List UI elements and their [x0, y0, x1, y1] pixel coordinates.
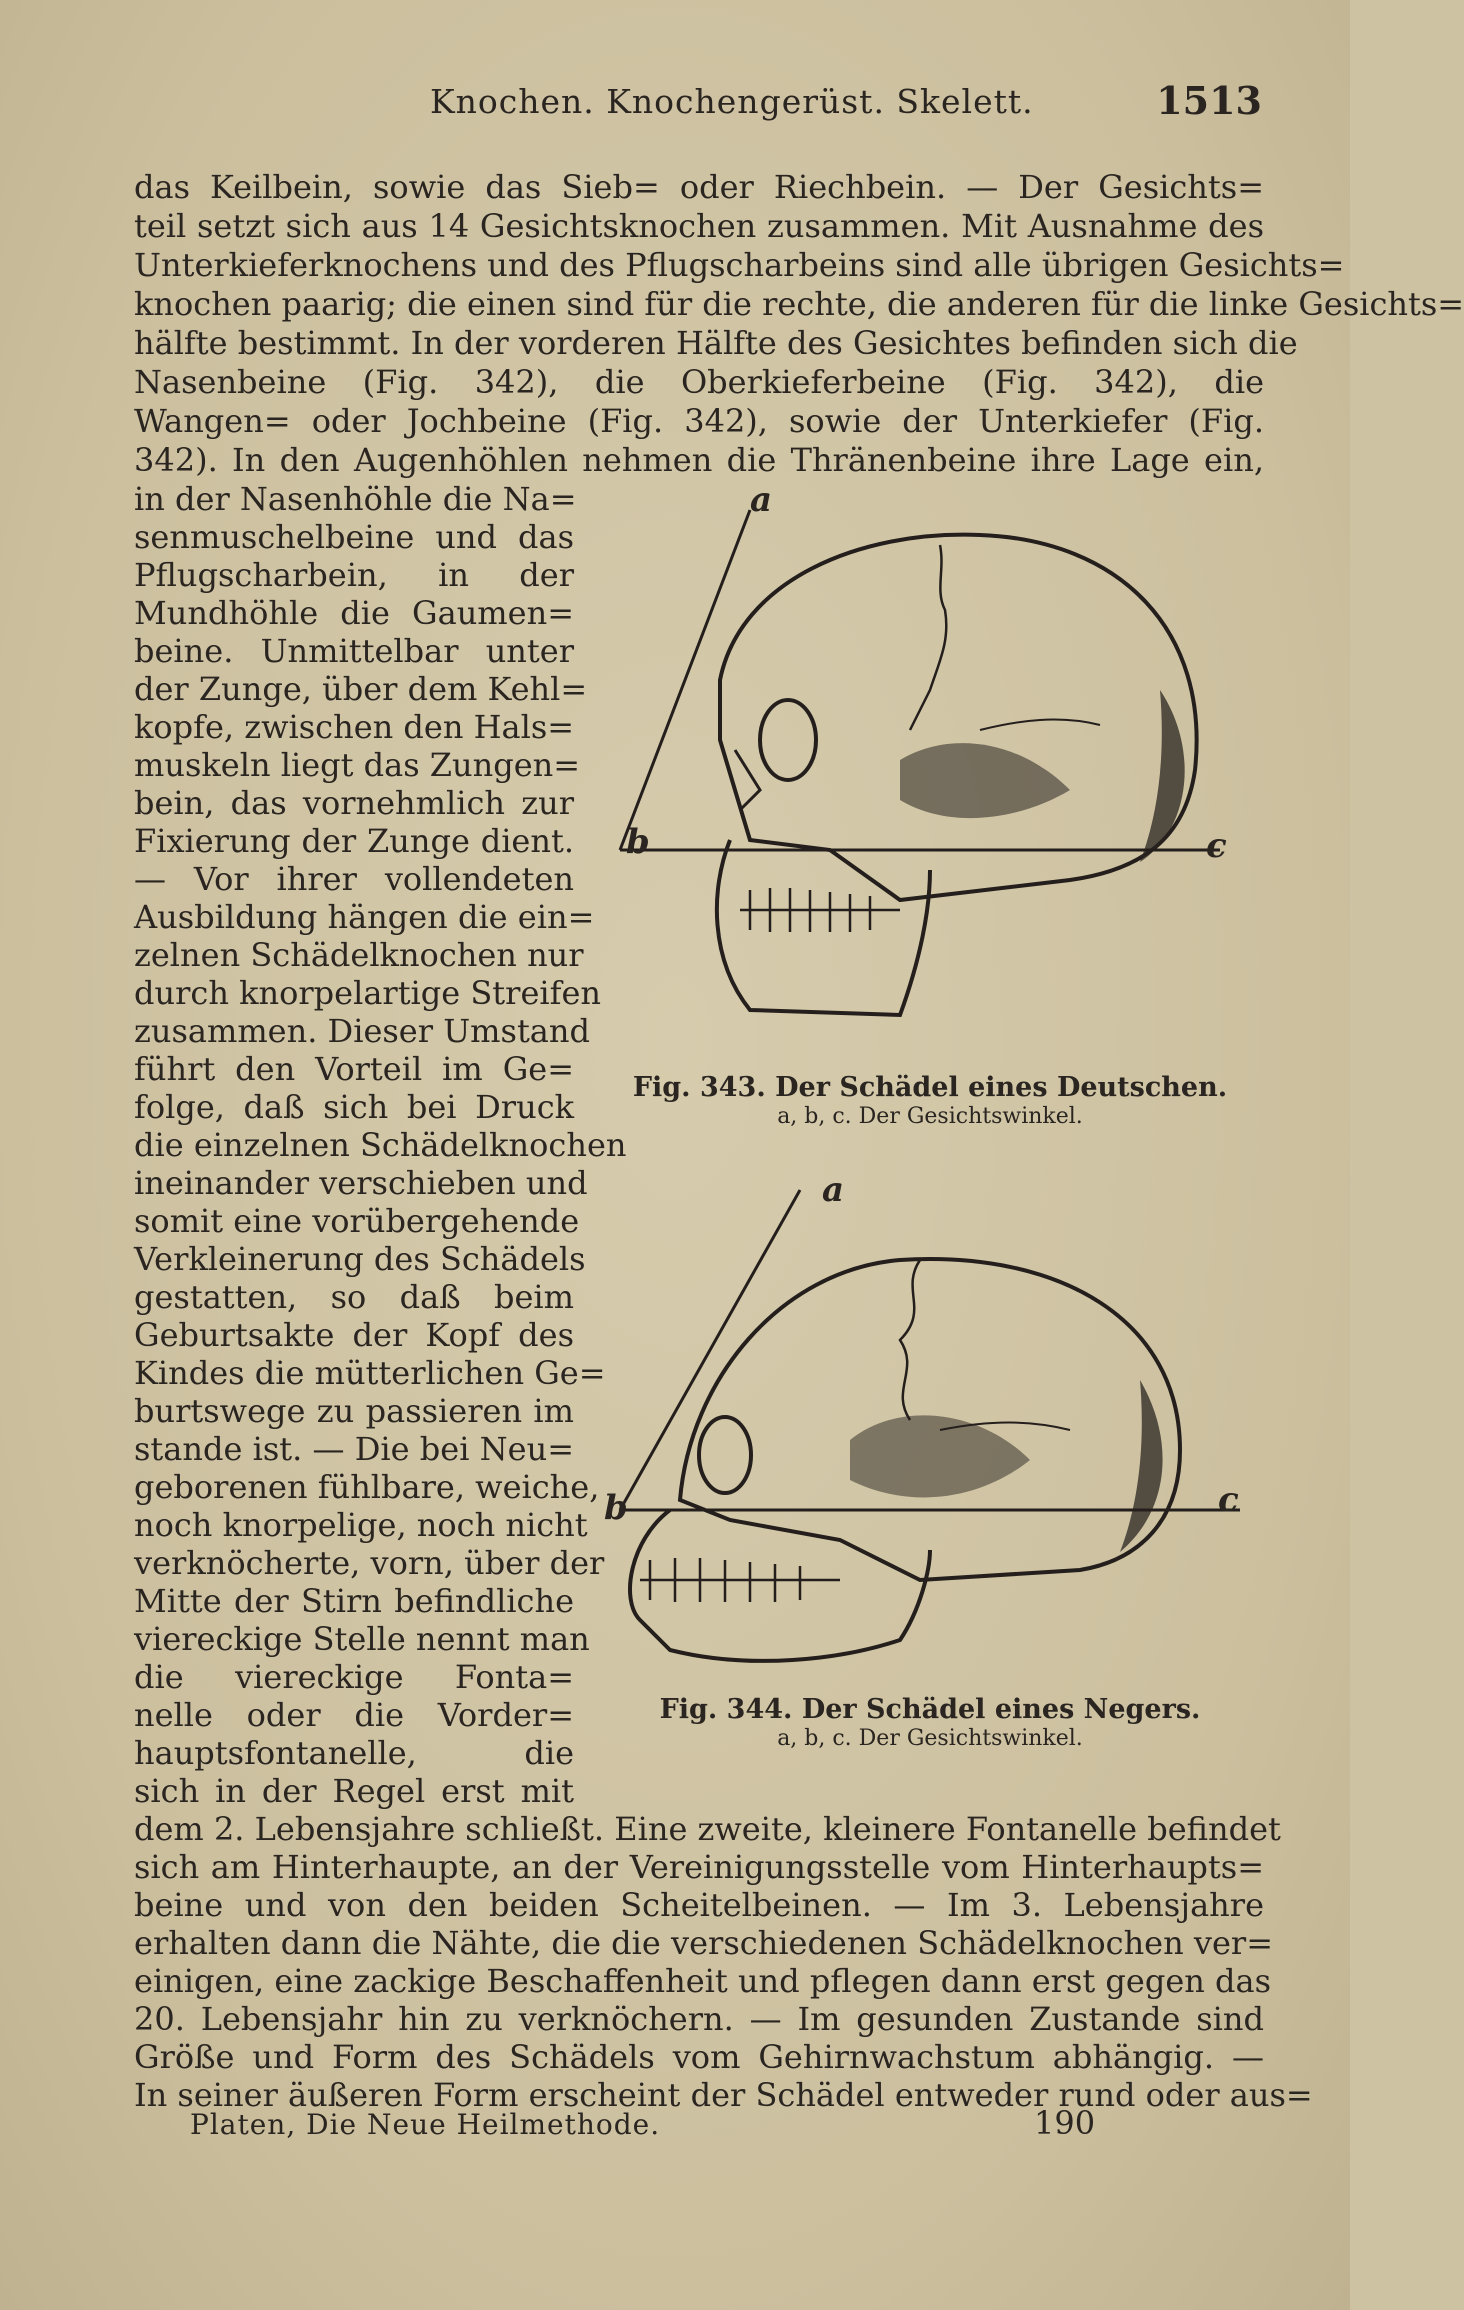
label-b: b: [626, 822, 650, 862]
text-line: viereckige Stelle nennt man: [134, 1620, 590, 1658]
text-line: 342). In den Augenhöhlen nehmen die Thränenbeine ihre Lage ein,: [134, 441, 1264, 479]
text-line: stande ist. — Die bei Neu=: [134, 1430, 574, 1468]
figure-subcaption: a, b, c. Der Gesichtswinkel.: [777, 1726, 1083, 1751]
text-line: gestatten, so daß beim: [134, 1278, 574, 1316]
text-line: 20. Lebensjahr hin zu verknöchern. — Im gesunden Zustande sind: [134, 2000, 1264, 2038]
text-line: Pflugscharbein, in der: [134, 556, 574, 594]
text-line: sich in der Regel erst mit: [134, 1772, 574, 1810]
text-line: die viereckige Fonta=: [134, 1658, 574, 1696]
text-line: zusammen. Dieser Umstand: [134, 1012, 590, 1050]
text-line: Nasenbeine (Fig. 342), die Oberkieferbeine (Fig. 342), die: [134, 363, 1264, 401]
text-line: sich am Hinterhaupte, an der Vereinigungsstelle vom Hinterhaupts=: [134, 1848, 1264, 1886]
text-line: burtswege zu passieren im: [134, 1392, 574, 1430]
text-line: In seiner äußeren Form erscheint der Schädel entweder rund oder aus=: [134, 2076, 1313, 2114]
text-line: senmuschelbeine und das: [134, 518, 574, 556]
text-line: dem 2. Lebensjahre schließt. Eine zweite, kleinere Fontanelle befindet: [134, 1810, 1281, 1848]
text-line: Ausbildung hängen die ein=: [134, 898, 595, 936]
text-line: verknöcherte, vorn, über der: [134, 1544, 605, 1582]
text-line: nelle oder die Vorder=: [134, 1696, 574, 1734]
text-line: folge, daß sich bei Druck: [134, 1088, 574, 1126]
text-line: kopfe, zwischen den Hals=: [134, 708, 575, 746]
page-header: [0, 78, 1350, 132]
text-line: Verkleinerung des Schädels: [134, 1240, 586, 1278]
text-line: das Keilbein, sowie das Sieb= oder Riechbein. — Der Gesichts=: [134, 168, 1264, 206]
figure-subcaption: a, b, c. Der Gesichtswinkel.: [777, 1104, 1083, 1129]
text-line: bein, das vornehmlich zur: [134, 784, 574, 822]
label-a: a: [750, 480, 773, 520]
figure-caption: Fig. 344. Der Schädel eines Negers.: [659, 1694, 1201, 1725]
text-line: erhalten dann die Nähte, die die verschiedenen Schädelknochen ver=: [134, 1924, 1274, 1962]
label-c: c: [1218, 1480, 1239, 1520]
text-line: in der Nasenhöhle die Na=: [134, 480, 577, 518]
text-line: Fixierung der Zunge dient.: [134, 822, 574, 860]
text-line: zelnen Schädelknochen nur: [134, 936, 584, 974]
text-line: einigen, eine zackige Beschaffenheit und pflegen dann erst gegen das: [134, 1962, 1272, 2000]
text-line: die einzelnen Schädelknochen: [134, 1126, 627, 1164]
text-line: knochen paarig; die einen sind für die rechte, die anderen für die linke Gesichts=: [134, 285, 1464, 323]
label-b: b: [604, 1488, 628, 1528]
text-line: beine und von den beiden Scheitelbeinen. — Im 3. Lebensjahre: [134, 1886, 1264, 1924]
footer-imprint: Platen, Die Neue Heilmethode.: [190, 2108, 661, 2141]
text-line: teil setzt sich aus 14 Gesichtsknochen zusammen. Mit Ausnahme des: [134, 207, 1264, 245]
text-line: hälfte bestimmt. In der vorderen Hälfte des Gesichtes befinden sich die: [134, 324, 1298, 362]
footer-signature: 190: [1034, 2104, 1096, 2142]
text-line: durch knorpelartige Streifen: [134, 974, 602, 1012]
text-line: Geburtsakte der Kopf des: [134, 1316, 574, 1354]
running-head: Knochen. Knochengerüst. Skelett.: [430, 82, 1034, 121]
text-line: Kindes die mütterlichen Ge=: [134, 1354, 606, 1392]
text-line: ineinander verschieben und: [134, 1164, 588, 1202]
text-line: Unterkieferknochens und des Pflugscharbeins sind alle übrigen Gesichts=: [134, 246, 1345, 284]
text-line: der Zunge, über dem Kehl=: [134, 670, 588, 708]
text-line: Größe und Form des Schädels vom Gehirnwachstum abhängig. —: [134, 2038, 1264, 2076]
figure-343: [600, 480, 1260, 1140]
text-line: noch knorpelige, noch nicht: [134, 1506, 588, 1544]
text-line: Mitte der Stirn befindliche: [134, 1582, 574, 1620]
label-a: a: [822, 1170, 845, 1210]
page-number: 1513: [1156, 78, 1262, 123]
figure-caption: Fig. 343. Der Schädel eines Deutschen.: [632, 1072, 1228, 1103]
text-line: Mundhöhle die Gaumen=: [134, 594, 574, 632]
label-c: c: [1206, 826, 1227, 866]
text-line: hauptsfontanelle, die: [134, 1734, 574, 1772]
skull-illustration-african: [600, 1180, 1240, 1690]
text-line: — Vor ihrer vollendeten: [134, 860, 574, 898]
text-line: beine. Unmittelbar unter: [134, 632, 574, 670]
text-line: Wangen= oder Jochbeine (Fig. 342), sowie der Unterkiefer (Fig.: [134, 402, 1264, 440]
text-line: führt den Vorteil im Ge=: [134, 1050, 574, 1088]
text-line: somit eine vorübergehende: [134, 1202, 580, 1240]
text-line: muskeln liegt das Zungen=: [134, 746, 581, 784]
figure-344: [600, 1170, 1260, 1760]
text-line: geborenen fühlbare, weiche,: [134, 1468, 600, 1506]
skull-illustration-german: [600, 490, 1240, 1050]
